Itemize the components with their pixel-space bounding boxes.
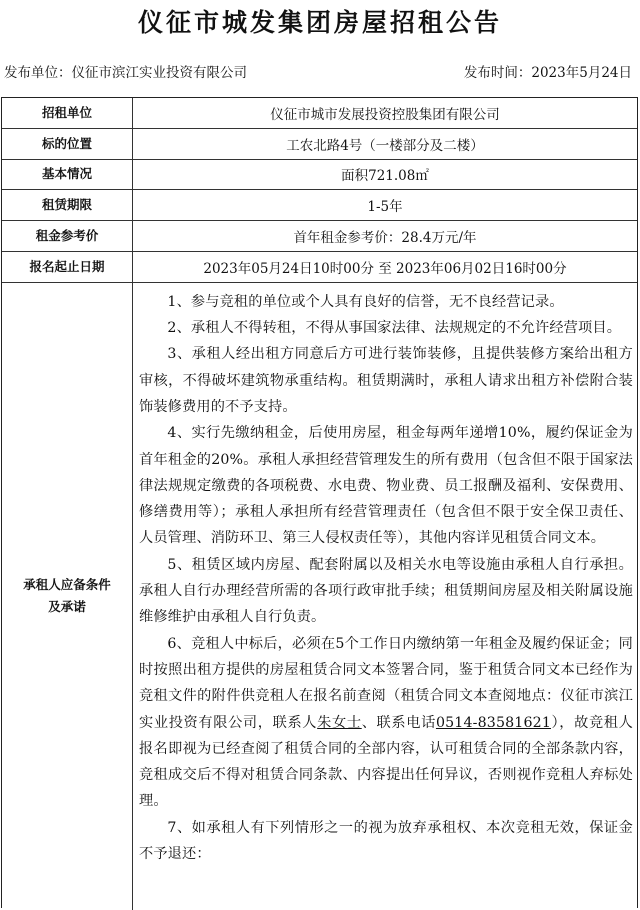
row-value: 仪征市城市发展投资控股集团有限公司: [270, 106, 500, 123]
conditions-label-line: 承租人应备条件: [23, 577, 111, 593]
term-item: 7、如承租人有下列情形之一的视为放弃承租权、本次竞租无效，保证金不予退还：: [139, 819, 633, 863]
row-label: 租金参考价: [2, 221, 133, 251]
row-label: 报名起止日期: [2, 252, 133, 282]
term-item: 2、承租人不得转租，不得从事国家法律、法规规定的不允许经营项目。: [167, 320, 622, 337]
table-row: [2, 129, 637, 160]
table-row: [2, 252, 637, 283]
table-row: [2, 190, 637, 221]
page-title: 仪征市城发集团房屋招租公告: [137, 8, 502, 37]
contact-name: 朱女士: [317, 714, 362, 731]
term-item: 1、参与竞租的单位或个人具有良好的信誉，无不良经营记录。: [167, 293, 564, 310]
row-value: 面积721.08㎡: [341, 168, 429, 185]
term-item: 3、承租人经出租方同意后方可进行装饰装修，且提供装修方案给出租方审核，不得破坏建筑物承重结构。租赁期满时，承租人请求出租方补偿附合装饰装修费用的不予支持。: [139, 346, 633, 415]
term-item: [139, 631, 633, 815]
row-label: 标的位置: [2, 129, 133, 159]
row-label: 招租单位: [2, 98, 133, 128]
row-label: 基本情况: [2, 160, 133, 190]
table-row: [2, 98, 637, 129]
term-text: ），故竞租人报名即视为已经查阅了租赁合同的全部内容，认可租赁合同的全部条款内容，竞租成交后不得对租赁合同条款、内容提出任何异议，否则视作竞租人弃标处理。: [139, 714, 633, 810]
row-label: 租赁期限: [2, 190, 133, 220]
publish-time: 发布时间：2023年5月24日: [463, 65, 632, 81]
table-row: [2, 160, 637, 191]
notice-table: [1, 97, 638, 908]
term-item: 5、租赁区域内房屋、配套附属以及相关水电等设施由承租人自行承担。承租人自行办理经营所需的各项行政审批手续；租赁期间房屋及相关附属设施维修维护由承租人自行负责。: [139, 556, 633, 626]
conditions-label: [2, 283, 133, 910]
conditions-row: [2, 283, 637, 910]
row-value: 首年租金参考价：28.4万元/年: [293, 230, 477, 247]
term-text: 、联系电话: [361, 714, 436, 731]
term-item: 4、实行先缴纳租金，后使用房屋，租金每两年递增10%，履约保证金为首年租金的20%。承租人承担经营管理发生的所有费用（包含但不限于国家法律法规规定缴费的各项税费、水电费、物业费、员工报酬及福利、安保费用、修缮费用等）；承租人承担所有经营管理责任（包含但不限于安全保卫责任、人员管理、消防环卫、第三人侵权责任等），其他内容详见租赁合同文本。: [139, 425, 633, 547]
row-value: 2023年05月24日10时00分 至 2023年06月02日16时00分: [203, 260, 567, 277]
contact-phone: 0514-83581621: [435, 714, 551, 731]
publisher: 发布单位：仪征市滨江实业投资有限公司: [4, 65, 247, 81]
conditions-terms: [133, 283, 637, 910]
conditions-label-line: 及承诺: [48, 599, 86, 615]
row-value: 工农北路4号（一楼部分及二楼）: [286, 137, 484, 154]
term-text: 6、竞租人中标后，必须在5个工作日内缴纳第一年租金及履约保证金；同时按照出租方提供的房屋租赁合同文本签署合同，鉴于租赁合同文本已经作为竞租文件的附件供竞租人在报名前查阅（租赁合同文本查阅地点：仪征市滨江实业投资有限公司，联系人: [139, 635, 633, 731]
table-row: [2, 221, 637, 252]
row-value: 1-5年: [367, 199, 403, 216]
